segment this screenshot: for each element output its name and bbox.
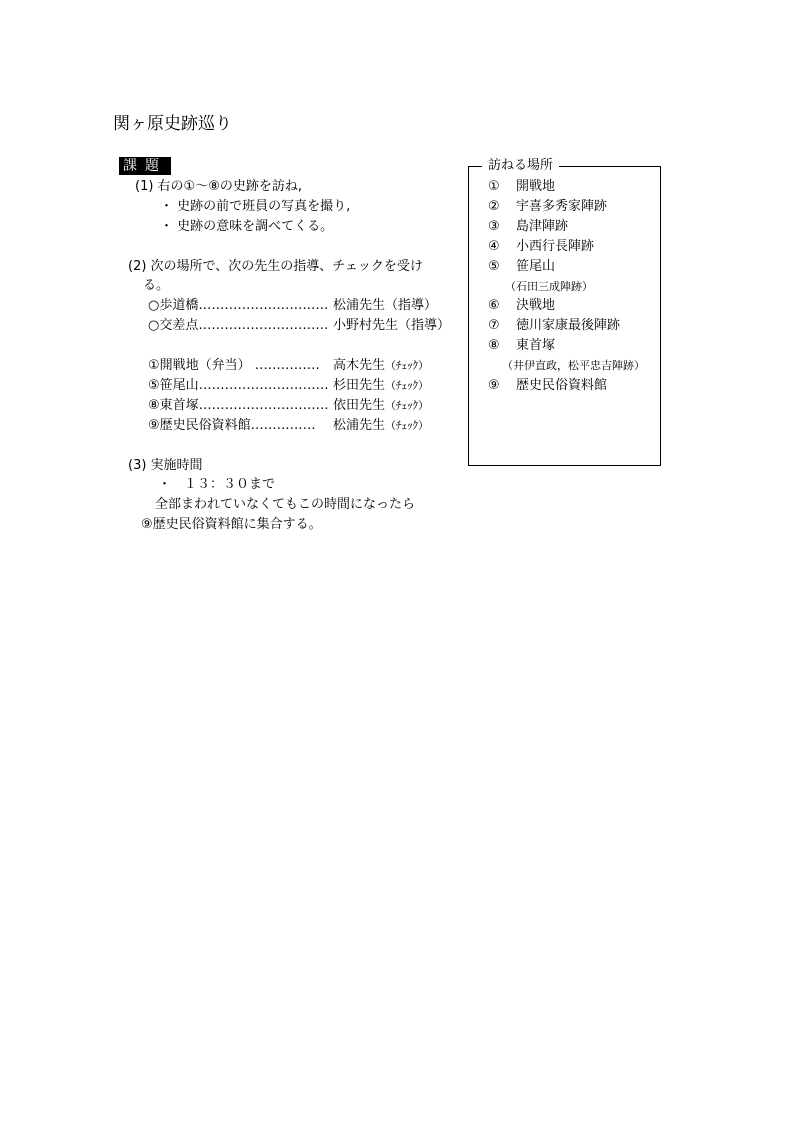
schedule-row-teacher — [333, 398, 429, 414]
site-number: ⑥ — [488, 298, 500, 313]
row-place: ①開戦地（弁当） — [148, 358, 251, 373]
row-dots: ………………………… — [198, 318, 329, 333]
row-place: ⑨歴史民俗資料館 — [148, 418, 251, 433]
section3-note2: ⑨歴史民俗資料館に集合する。 — [141, 517, 322, 532]
row-place: ○交差点 — [148, 318, 199, 333]
section1-bullet2: ・ 史跡の意味を調べてくる。 — [160, 219, 334, 234]
schedule-row-teacher — [333, 358, 429, 374]
section3-time: ・ １３：３０まで — [158, 477, 276, 492]
site-name: 決戦地 — [516, 298, 556, 313]
site-name: 歴史民俗資料館 — [516, 378, 608, 393]
site-item — [488, 298, 555, 314]
site-name: 島津陣跡 — [516, 219, 569, 234]
schedule-row — [148, 298, 328, 314]
row-role: （ﾁｪｯｸ） — [385, 379, 430, 392]
schedule-row — [148, 398, 329, 414]
row-dots: ………………………… — [198, 298, 329, 313]
section2-line1: (2) 次の場所で、次の先生の指導、チェックを受け — [128, 259, 423, 274]
row-dots: ………………………… — [198, 378, 329, 393]
row-dots: …………… — [250, 418, 316, 433]
row-teacher: 小野村先生 — [333, 318, 399, 333]
site-item — [488, 219, 568, 235]
schedule-row-teacher — [333, 298, 437, 314]
site-number: ⑦ — [488, 318, 500, 333]
site-subnote: （石田三成陣跡） — [505, 280, 593, 293]
section3-line1: (3) 実施時間 — [128, 458, 203, 473]
schedule-row — [148, 318, 328, 334]
schedule-row-teacher — [333, 378, 429, 394]
section1-bullet1: ・ 史跡の前で班員の写真を撮り, — [160, 199, 351, 214]
row-teacher: 松浦先生 — [333, 418, 386, 433]
section2-line2: る。 — [143, 278, 170, 293]
site-name: 徳川家康最後陣跡 — [516, 318, 621, 333]
schedule-row — [148, 418, 316, 434]
row-dots: …………… — [254, 358, 320, 373]
site-number: ② — [488, 199, 500, 214]
site-number: ① — [488, 179, 500, 194]
schedule-row — [148, 358, 320, 374]
site-name: 開戦地 — [516, 179, 556, 194]
row-role: （ﾁｪｯｸ） — [385, 399, 430, 412]
site-item — [488, 259, 555, 275]
schedule-row — [148, 378, 329, 394]
row-role: （指導） — [398, 318, 451, 333]
site-subnote: （井伊直政，松平忠吉陣跡） — [502, 359, 645, 372]
site-number: ⑨ — [488, 378, 500, 393]
section3-note1: 全部まわれていなくてもこの時間になったら — [155, 497, 416, 512]
site-item — [488, 338, 555, 354]
sites-box-legend: 訪ねる場所 — [482, 158, 559, 174]
schedule-row-teacher — [333, 318, 450, 334]
row-teacher: 高木先生 — [333, 358, 386, 373]
row-place: ⑤笹尾山 — [148, 378, 199, 393]
site-item — [488, 239, 594, 255]
site-name: 小西行長陣跡 — [516, 239, 595, 254]
site-number: ⑧ — [488, 338, 500, 353]
site-name: 笹尾山 — [516, 259, 556, 274]
row-teacher: 松浦先生 — [333, 298, 386, 313]
site-name: 東首塚 — [516, 338, 556, 353]
row-teacher: 杉田先生 — [333, 378, 386, 393]
site-number: ⑤ — [488, 259, 500, 274]
page-title: 関ヶ原史跡巡り — [113, 114, 232, 134]
site-item — [488, 179, 555, 195]
row-role: （ﾁｪｯｸ） — [385, 359, 430, 372]
row-teacher: 依田先生 — [333, 398, 386, 413]
site-item — [488, 199, 607, 215]
row-dots: ………………………… — [198, 398, 329, 413]
row-role: （指導） — [385, 298, 438, 313]
row-place: ⑧東首塚 — [148, 398, 199, 413]
task-heading: 課題 — [119, 157, 171, 175]
schedule-row-teacher — [333, 418, 429, 434]
row-place: ○歩道橋 — [148, 298, 199, 313]
site-number: ③ — [488, 219, 500, 234]
row-role: （ﾁｪｯｸ） — [385, 419, 430, 432]
site-number: ④ — [488, 239, 500, 254]
section1-line1: (1) 右の①～⑧の史跡を訪ね, — [135, 179, 302, 194]
site-item — [488, 318, 620, 334]
site-item — [488, 378, 607, 394]
site-name: 宇喜多秀家陣跡 — [516, 199, 608, 214]
